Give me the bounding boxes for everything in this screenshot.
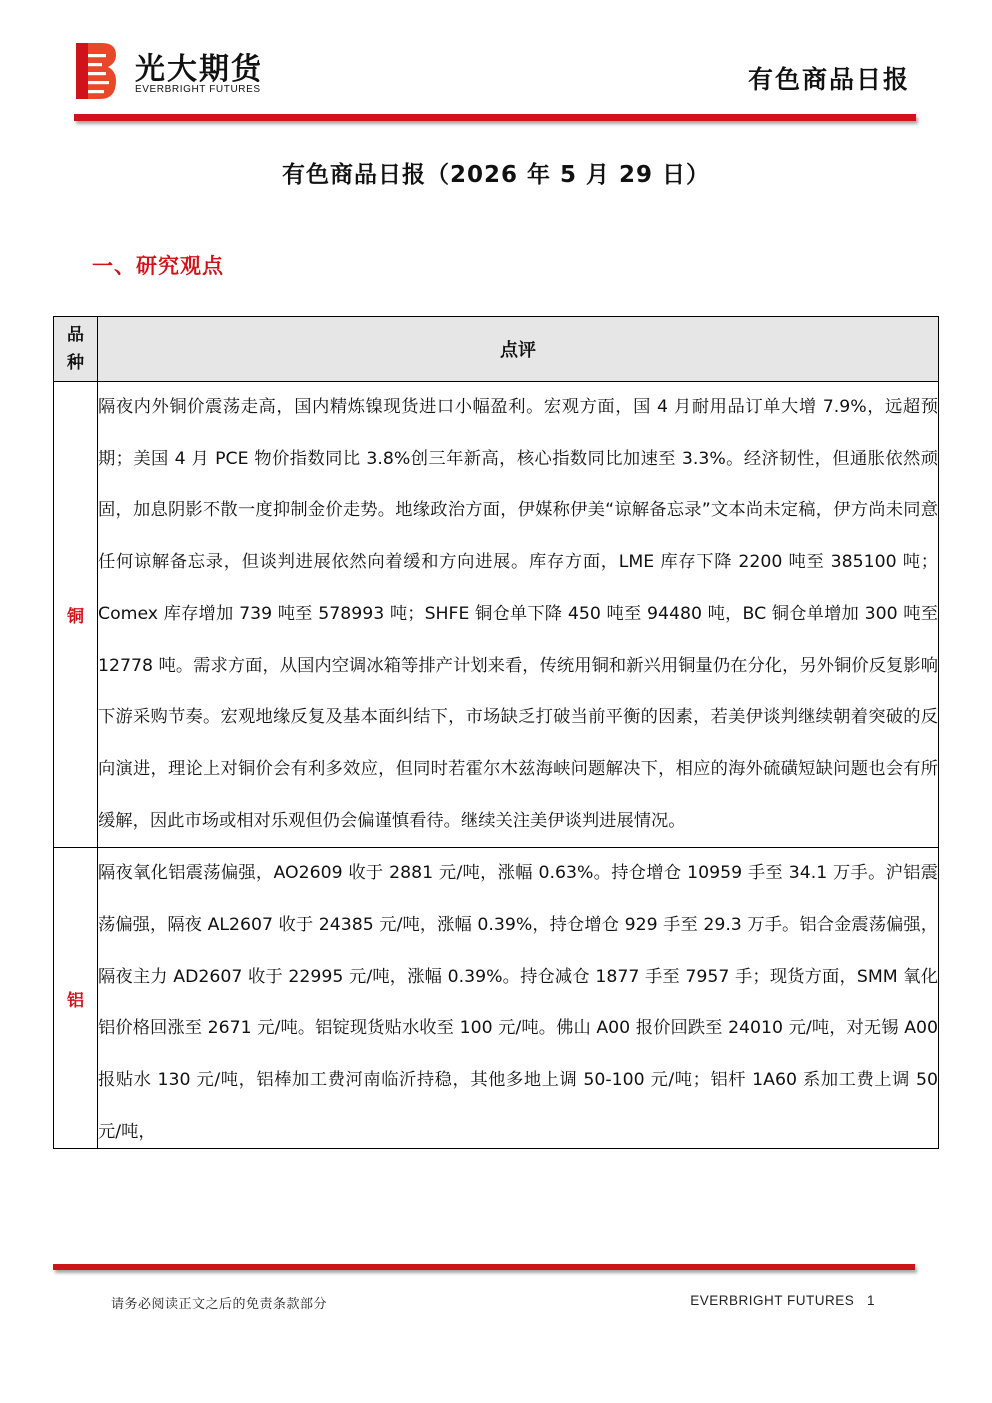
page-header [0, 0, 992, 140]
logo-text-en: EVERBRIGHT FUTURES [135, 84, 261, 95]
variety-header-label: 品种 [67, 325, 84, 373]
table-header-row [54, 317, 939, 382]
research-table [53, 316, 939, 1149]
footer-divider [53, 1264, 915, 1270]
comment-cell: 隔夜内外铜价震荡走高，国内精炼镍现货进口小幅盈利。宏观方面，国 4 月耐用品订单大增 7.9%，远超预期；美国 4 月 PCE 物价指数同比 3.8%创三年新高，核心指数同比加速至 3.3%。经济韧性，但通胀依然顽固，加息阴影不散一度抑制金价走势。地缘政治方面，伊媒称伊美“谅解备忘录”文本尚未定稿，伊方尚未同意任何谅解备忘录，但谈判进展依然向着缓和方向进展。库存方面，LME 库存下降 2200 吨至 385100 吨；Comex 库存增加 739 吨至 578993 吨；SHFE 铜仓单下降 450 吨至 94480 吨，BC 铜仓单增加 300 吨至 12778 吨。需求方面，从国内空调冰箱等排产计划来看，传统用铜和新兴用铜量仍在分化，另外铜价反复影响下游采购节奏。宏观地缘反复及基本面纠结下，市场缺乏打破当前平衡的因素，若美伊谈判继续朝着突破的反向演进，理论上对铜价会有利多效应，但同时若霍尔木兹海峡问题解决下，相应的海外硫磺短缺问题也会有所缓解，因此市场或相对乐观但仍会偏谨慎看待。继续关注美伊谈判进展情况。 [98, 382, 939, 848]
comment-text: 隔夜氧化铝震荡偏强，AO2609 收于 2881 元/吨，涨幅 0.63%。持仓增仓 10959 手至 34.1 万手。沪铝震荡偏强，隔夜 AL2607 收于 24385 元/吨，涨幅 0.39%，持仓增仓 929 手至 29.3 万手。铝合金震荡偏强，隔夜主力 AD2607 收于 22995 元/吨，涨幅 0.39%。持仓减仓 1877 手至 7957 手；现货方面，SMM 氧化铝价格回涨至 2671 元/吨。铝锭现货贴水收至 100 元/吨。佛山 A00 报价回跌至 24010 元/吨，对无锡 A00 报贴水 130 元/吨，铝棒加工费河南临沂持稳，其他多地上调 50-100 元/吨；铝杆 1A60 系加工费上调 50 元/吨， [98, 863, 938, 1142]
variety-header [54, 317, 98, 382]
table-row [54, 382, 939, 848]
page-number: 1 [866, 1293, 875, 1308]
variety-cell: 铝 [54, 848, 98, 1149]
report-name: 有色商品日报 [747, 65, 910, 94]
disclaimer-note: 请务必阅读正文之后的免责条款部分 [111, 1297, 328, 1312]
comment-cell [98, 848, 939, 1149]
logo-text-cn: 光大期货 [135, 52, 263, 87]
section-heading: 一、研究观点 [92, 254, 224, 278]
footer-brand [690, 1293, 875, 1308]
footer-brand-text: EVERBRIGHT FUTURES [690, 1293, 855, 1308]
header-divider [74, 114, 916, 121]
page-title: 有色商品日报（2026 年 5 月 29 日） [281, 162, 711, 188]
variety-cell: 铜 [54, 382, 98, 848]
comment-header: 点评 [98, 317, 939, 382]
table-row [54, 848, 939, 1149]
everbright-logo-icon [76, 43, 116, 99]
